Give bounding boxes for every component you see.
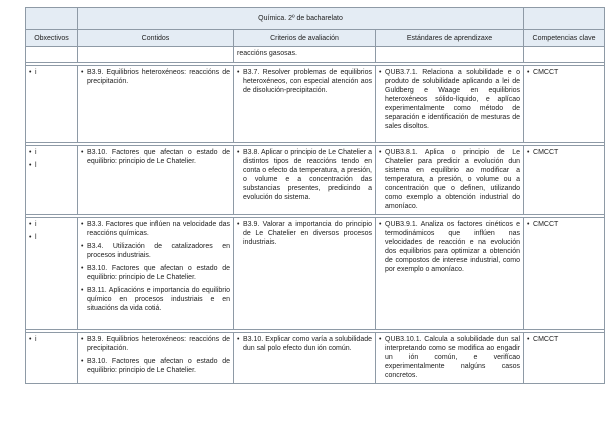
header-criterios: Criterios de avaliación: [234, 30, 376, 47]
bullet-icon: •: [81, 149, 84, 156]
contido-item: [81, 68, 230, 86]
bullet-icon: •: [379, 69, 382, 76]
cell-obxectivos: [26, 333, 78, 384]
obxectivo-item: [29, 233, 74, 242]
contido-text: B3.10. Factores que afectan o estado de equilibrio: principio de Le Chatelier.: [87, 265, 230, 281]
criterio-item: [237, 220, 372, 247]
bullet-icon: •: [379, 149, 382, 156]
table-row: [26, 333, 605, 384]
competencia-text: CMCCT: [533, 69, 559, 76]
cell-competencias: [524, 333, 605, 384]
table-row: [26, 218, 605, 330]
contido-item: [81, 220, 230, 238]
bullet-icon: •: [237, 221, 240, 228]
cell-estandares: [376, 218, 524, 330]
criterio-item: [237, 335, 372, 353]
cell-competencias: [524, 218, 605, 330]
bullet-icon: •: [527, 69, 530, 76]
bullet-icon: •: [81, 243, 84, 250]
competencia-item: [527, 148, 601, 157]
bullet-icon: •: [81, 287, 84, 294]
bullet-icon: •: [29, 69, 32, 76]
contido-text: B3.9. Equilibrios heteroxéneos: reaccións de precipitación.: [87, 336, 230, 352]
estandar-item: [379, 148, 520, 211]
obxectivo-item: [29, 335, 74, 344]
obxectivo-text: i: [35, 336, 37, 343]
table-row: [26, 66, 605, 143]
competencia-text: CMCCT: [533, 336, 559, 343]
estandar-item: [379, 220, 520, 274]
continuation-row: [26, 47, 605, 63]
contido-text: B3.11. Aplicacións e importancia do equilibrio químico en procesos industriais e en situacións da vida cotiá.: [87, 287, 230, 312]
corner-cell-right: [524, 8, 605, 30]
criterio-item: [237, 68, 372, 95]
bullet-icon: •: [29, 221, 32, 228]
bullet-icon: •: [81, 221, 84, 228]
criterio-text: B3.8. Aplicar o principio de Le Chatelier a distintos tipos de reaccións tendo en conta o efecto da temperatura, a presión, o volume e a concentración das substancias presentes, predicindo a evolución do sistema.: [243, 149, 372, 201]
estandar-text: QUB3.10.1. Calcula a solubilidade dun sal interpretando como se modifica ao engadir un ión común, e verifícao experimentalmente nalgúns casos concretos.: [385, 336, 521, 379]
bullet-icon: •: [379, 336, 382, 343]
estandar-text: QUB3.9.1. Analiza os factores cinéticos e termodinámicos que inflúen nas velocidades de reacción e na evolución dos equilibrios para optimizar a obtención de compostos de interese industrial, como por exemplo o amoníaco.: [385, 221, 521, 273]
bullet-icon: •: [29, 336, 32, 343]
cell-competencias: [524, 146, 605, 215]
competencia-item: [527, 335, 601, 344]
header-competencias: Competencias clave: [524, 30, 605, 47]
contido-item: [81, 148, 230, 166]
contido-item: [81, 242, 230, 260]
continuation-text: reaccións gasosas.: [234, 47, 376, 63]
cell-obxectivos: [26, 66, 78, 143]
cell-contidos: [78, 146, 234, 215]
cell-estandares: [376, 333, 524, 384]
header-contidos: Contidos: [78, 30, 234, 47]
cell-contidos: [78, 218, 234, 330]
estandar-text: QUB3.8.1. Aplica o principio de Le Chatelier para predicir a evolución dun sistema en equilibrio ao modificar a temperatura, a presión, o volume ou a concentración que o definen, utilizando como exemplo a obtención industrial do amoníaco.: [385, 149, 521, 210]
competencia-item: [527, 220, 601, 229]
criterio-text: B3.10. Explicar como varía a solubilidade dun sal polo efecto dun ión común.: [243, 336, 372, 352]
obxectivo-text: i: [35, 149, 37, 156]
contido-item: [81, 264, 230, 282]
bullet-icon: •: [237, 336, 240, 343]
cell-criterios: [234, 146, 376, 215]
contido-text: B3.4. Utilización de catalizadores en procesos industriais.: [87, 243, 230, 259]
contido-item: [81, 335, 230, 353]
contido-text: B3.9. Equilibrios heteroxéneos: reaccións de precipitación.: [87, 69, 230, 85]
obxectivo-text: l: [35, 234, 37, 241]
bullet-icon: •: [527, 336, 530, 343]
contido-text: B3.10. Factores que afectan o estado de equilibrio: principio de Le Chatelier.: [87, 358, 230, 374]
bullet-icon: •: [29, 149, 32, 156]
cell-criterios: [234, 333, 376, 384]
table-title: Química. 2º de bacharelato: [78, 8, 524, 30]
corner-cell: [26, 8, 78, 30]
estandar-item: [379, 68, 520, 131]
obxectivo-text: i: [35, 221, 37, 228]
bullet-icon: •: [81, 69, 84, 76]
bullet-icon: •: [237, 149, 240, 156]
header-obxectivos: Obxectivos: [26, 30, 78, 47]
competencia-text: CMCCT: [533, 221, 559, 228]
header-estandares: Estándares de aprendizaxe: [376, 30, 524, 47]
competencia-text: CMCCT: [533, 149, 559, 156]
bullet-icon: •: [379, 221, 382, 228]
competencia-item: [527, 68, 601, 77]
contido-text: B3.10. Factores que afectan o estado de equilibrio: principio de Le Chatelier.: [87, 149, 230, 165]
cell-competencias: [524, 66, 605, 143]
table-row: [26, 146, 605, 215]
contido-text: B3.3. Factores que inflúen na velocidade das reaccións químicas.: [87, 221, 230, 237]
criterio-item: [237, 148, 372, 202]
obxectivo-text: l: [35, 162, 37, 169]
estandar-item: [379, 335, 520, 380]
bullet-icon: •: [527, 221, 530, 228]
obxectivo-item: [29, 148, 74, 157]
cell-contidos: [78, 66, 234, 143]
contido-item: [81, 286, 230, 313]
contido-item: [81, 357, 230, 375]
bullet-icon: •: [29, 162, 32, 169]
bullet-icon: •: [527, 149, 530, 156]
obxectivo-item: [29, 220, 74, 229]
bullet-icon: •: [29, 234, 32, 241]
bullet-icon: •: [81, 336, 84, 343]
bullet-icon: •: [81, 358, 84, 365]
cell-obxectivos: [26, 146, 78, 215]
cell-estandares: [376, 66, 524, 143]
bullet-icon: •: [237, 69, 240, 76]
criterio-text: B3.7. Resolver problemas de equilibrios heteroxéneos, con especial atención aos de disolución-precipitación.: [243, 69, 372, 94]
obxectivo-item: [29, 161, 74, 170]
cell-criterios: [234, 218, 376, 330]
obxectivo-item: [29, 68, 74, 77]
cell-obxectivos: [26, 218, 78, 330]
cell-contidos: [78, 333, 234, 384]
criterio-text: B3.9. Valorar a importancia do principio de Le Chatelier en diversos procesos industriais.: [243, 221, 372, 246]
obxectivo-text: i: [35, 69, 37, 76]
cell-estandares: [376, 146, 524, 215]
cell-criterios: [234, 66, 376, 143]
curriculum-table: [25, 7, 605, 384]
bullet-icon: •: [81, 265, 84, 272]
estandar-text: QUB3.7.1. Relaciona a solubilidade e o produto de solubilidade aplicando a lei de Guldberg e Waage en equilibrios heteroxéneos sólido-líquido, e aplícao experimentalmente como método de separación e identificación de mesturas de sales disoltos.: [385, 69, 521, 130]
